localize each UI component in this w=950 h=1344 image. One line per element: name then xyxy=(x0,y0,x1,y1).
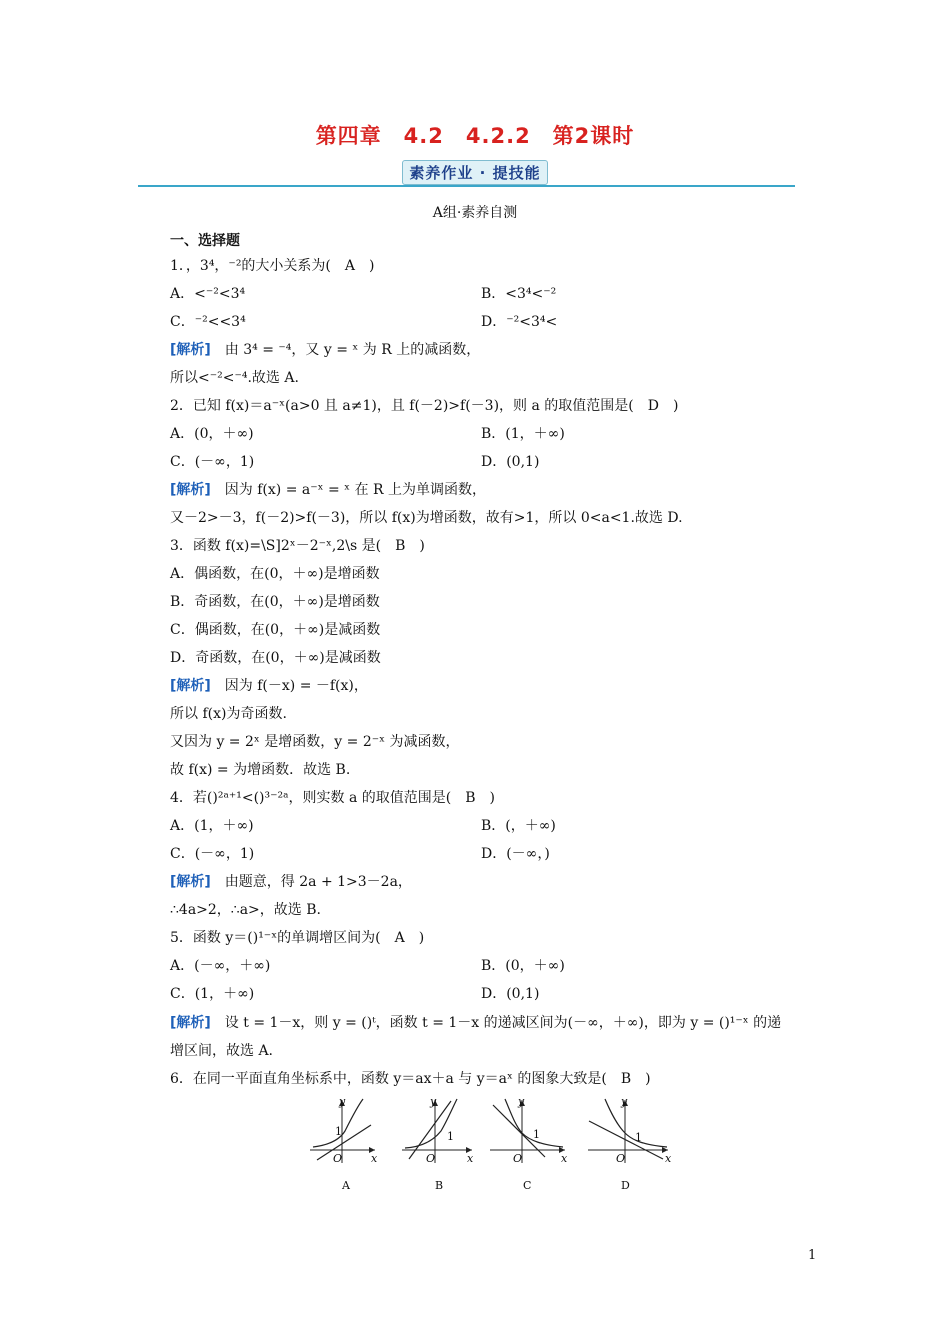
question-4: 4．若()²ᵃ⁺¹<()³⁻²ᵃ，则实数 a 的取值范围是( B ) xyxy=(170,790,495,806)
q1-solution-text: 由 3⁴ = ⁻⁴，又 y = ˣ 为 R 上的减函数， xyxy=(224,342,481,358)
solution-tag: [解析] xyxy=(170,678,211,694)
graph-b-origin: O xyxy=(426,1152,436,1165)
answer-graphs xyxy=(305,1095,685,1195)
q3-solution xyxy=(170,676,368,696)
q3-solution-4: 故 f(x) = 为增函数．故选 B. xyxy=(170,762,351,778)
q3-option-b: B．奇函数，在(0，＋∞)是增函数 xyxy=(170,594,380,610)
graph-d-one: 1 xyxy=(635,1131,642,1144)
page-number: 1 xyxy=(808,1248,817,1263)
q4-option-a: A．(1，＋∞) xyxy=(170,818,254,834)
q1-option-d: D．⁻²<3⁴< xyxy=(481,314,558,330)
section-heading: 一、选择题 xyxy=(170,233,240,249)
graph-b-one: 1 xyxy=(447,1130,454,1143)
graph-a-one: 1 xyxy=(335,1125,342,1138)
q4-option-c: C．(－∞，1) xyxy=(170,846,255,862)
graph-b-y-label: y xyxy=(430,1095,437,1108)
q4-solution-2: ∴4a>2，∴a>，故选 B. xyxy=(170,902,321,918)
question-6: 6．在同一平面直角坐标系中，函数 y＝ax＋a 与 y＝aˣ 的图象大致是( B ) xyxy=(170,1071,651,1087)
question-2: 2．已知 f(x)＝a⁻ˣ(a>0 且 a≠1)，且 f(－2)>f(－3)，则 a 的取值范围是( D ) xyxy=(170,398,679,414)
q4-option-b: B．(，＋∞) xyxy=(481,818,556,834)
q4-solution xyxy=(170,872,412,892)
q4-solution-text: 由题意，得 2a + 1>3－2a， xyxy=(224,874,412,890)
graph-a-label: A xyxy=(342,1179,350,1192)
q1-solution-2: 所以<⁻²<⁻⁴.故选 A. xyxy=(170,370,299,386)
q1-option-b: B．<3⁴<⁻² xyxy=(481,286,557,302)
q2-option-b: B．(1，＋∞) xyxy=(481,426,565,442)
q2-solution xyxy=(170,480,486,500)
q1-option-a: A．<⁻²<3⁴ xyxy=(170,286,246,302)
solution-tag: [解析] xyxy=(170,1015,211,1031)
q3-solution-text: 因为 f(－x) = －f(x)， xyxy=(224,678,368,694)
q5-solution-text: 设 t = 1－x，则 y = ()ᵗ，函数 t = 1－x 的递减区间为(－∞，＋∞)，即为 y = ()¹⁻ˣ 的递 xyxy=(224,1015,782,1031)
graph-c-x-label: x xyxy=(561,1152,568,1165)
graph-d-y-label: y xyxy=(621,1095,628,1108)
graph-a-origin: O xyxy=(333,1152,343,1165)
q2-option-d: D．(0,1) xyxy=(481,454,540,470)
graph-d-label: D xyxy=(621,1179,630,1192)
graph-c-origin: O xyxy=(513,1152,523,1165)
solution-tag: [解析] xyxy=(170,342,211,358)
q5-option-d: D．(0,1) xyxy=(481,986,540,1002)
solution-tag: [解析] xyxy=(170,874,211,890)
q3-solution-2: 所以 f(x)为奇函数. xyxy=(170,706,287,722)
q5-option-b: B．(0，＋∞) xyxy=(481,958,565,974)
solution-tag: [解析] xyxy=(170,482,211,498)
q5-option-a: A．(－∞，＋∞) xyxy=(170,958,271,974)
graph-a xyxy=(305,1095,390,1165)
q4-option-d: D．(－∞，) xyxy=(481,846,550,862)
graph-a-y-label: y xyxy=(339,1095,346,1108)
q3-option-a: A．偶函数，在(0，＋∞)是增函数 xyxy=(170,566,380,582)
graph-a-x-label: x xyxy=(371,1152,378,1165)
q5-solution xyxy=(170,1013,781,1033)
q3-solution-3: 又因为 y = 2ˣ 是增函数，y = 2⁻ˣ 为减函数， xyxy=(170,734,460,750)
q1-option-c: C．⁻²<<3⁴ xyxy=(170,314,246,330)
graph-c-label: C xyxy=(523,1179,532,1192)
question-3: 3．函数 f(x)=\S]2ˣ－2⁻ˣ,2\s 是( B ) xyxy=(170,538,425,554)
graph-b-label: B xyxy=(435,1179,444,1192)
q2-option-a: A．(0，＋∞) xyxy=(170,426,254,442)
page-title: 第四章 4.2 4.2.2 第2课时 xyxy=(315,124,635,148)
q3-option-d: D．奇函数，在(0，＋∞)是减函数 xyxy=(170,650,381,666)
q2-option-c: C．(－∞，1) xyxy=(170,454,255,470)
q3-option-c: C．偶函数，在(0，＋∞)是减函数 xyxy=(170,622,381,638)
graph-d-x-label: x xyxy=(665,1152,672,1165)
q2-solution-text: 因为 f(x) = a⁻ˣ = ˣ 在 R 上为单调函数， xyxy=(224,482,487,498)
header-rule xyxy=(138,185,795,187)
graph-b-x-label: x xyxy=(467,1152,474,1165)
q5-solution-2: 增区间，故选 A. xyxy=(170,1043,274,1059)
graph-c-one: 1 xyxy=(533,1128,540,1141)
q5-option-c: C．(1，＋∞) xyxy=(170,986,255,1002)
q1-solution xyxy=(170,340,480,360)
group-heading: A组·素养自测 xyxy=(432,205,518,221)
graph-d-origin: O xyxy=(616,1152,626,1165)
question-5: 5．函数 y＝()¹⁻ˣ的单调增区间为( A ) xyxy=(170,930,425,946)
question-1: 1．，3⁴，⁻²的大小关系为( A ) xyxy=(170,258,375,274)
q2-solution-2: 又－2>－3，f(－2)>f(－3)，所以 f(x)为增函数，故有>1，所以 0<a<1.故选 D. xyxy=(170,510,683,526)
section-banner: 素养作业 · 提技能 xyxy=(402,160,547,185)
graph-c-y-label: y xyxy=(518,1095,525,1108)
